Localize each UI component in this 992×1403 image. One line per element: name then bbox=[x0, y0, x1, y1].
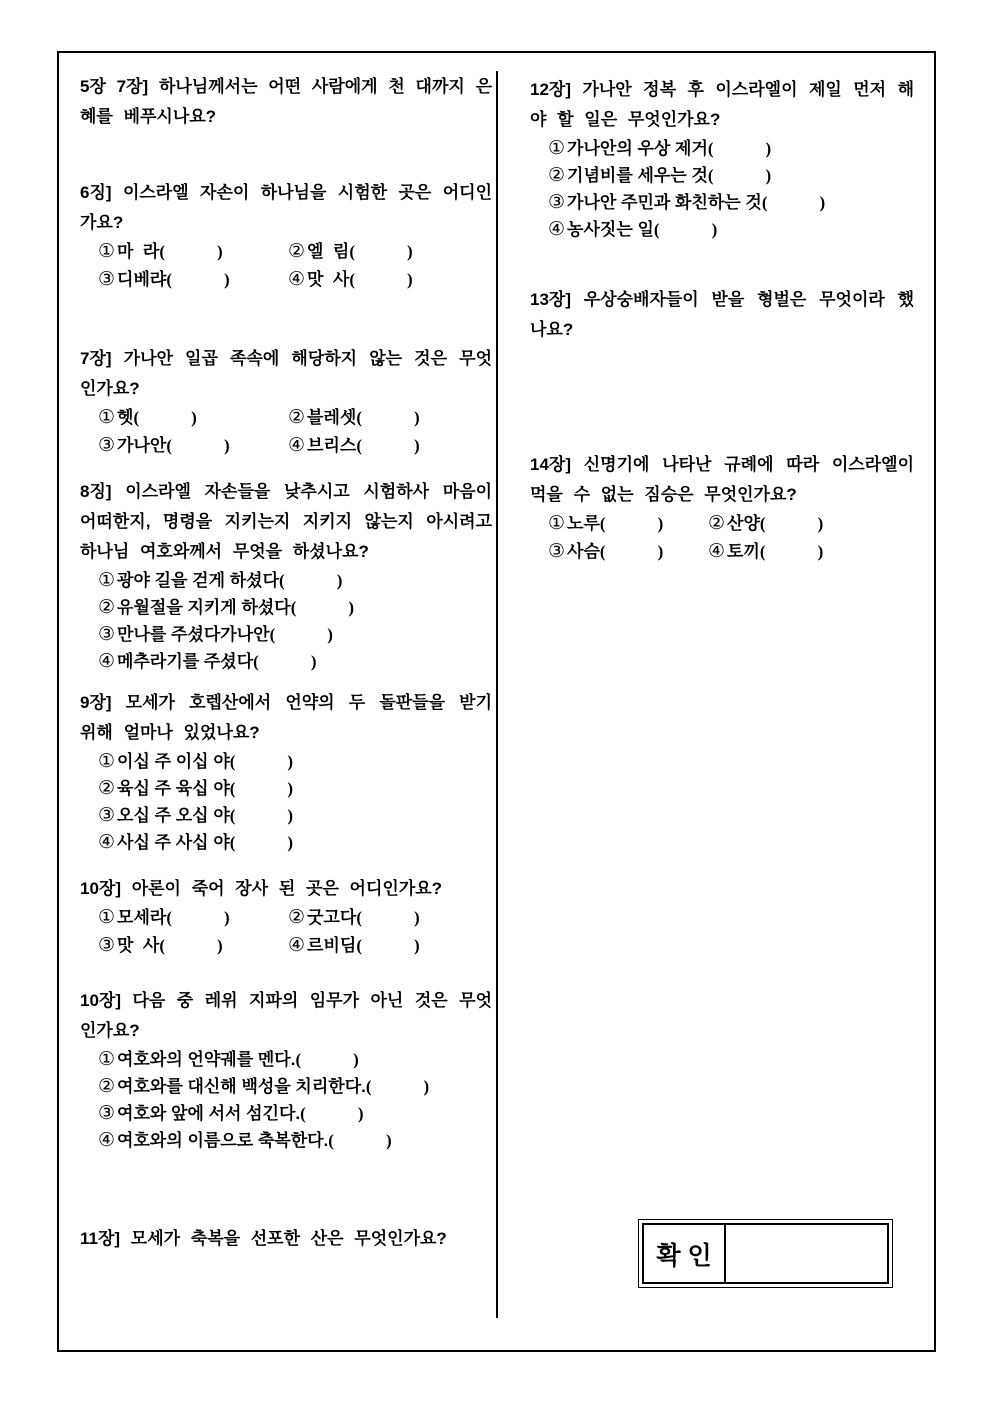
circled-number: ④ bbox=[288, 935, 306, 956]
question-text: 13장] 우상숭배자들이 받을 형벌은 무엇이라 했나요? bbox=[530, 290, 914, 339]
circled-number: ③ bbox=[98, 805, 116, 826]
circled-number: ② bbox=[548, 165, 566, 186]
answer-blank: ( ) bbox=[599, 514, 664, 533]
question-text: 9장] 모세가 호렙산에서 언약의 두 돌판들을 받기 위해 얼마나 있었나요? bbox=[80, 693, 492, 742]
option-row bbox=[98, 904, 492, 932]
answer-options bbox=[548, 135, 914, 243]
answer-option bbox=[98, 621, 492, 648]
option-label: 사십 주 사십 야 bbox=[117, 833, 230, 852]
right-column bbox=[530, 70, 914, 566]
circled-number: ④ bbox=[98, 651, 116, 672]
answer-option bbox=[98, 904, 288, 931]
option-row bbox=[98, 432, 492, 460]
circled-number: ② bbox=[98, 1076, 116, 1097]
question-text: 14장] 신명기에 나타난 규례에 따라 이스라엘이 먹을 수 없는 짐승은 무엇인가요? bbox=[530, 455, 914, 504]
circled-number: ③ bbox=[98, 435, 116, 456]
answer-blank: ( ) bbox=[365, 1077, 430, 1096]
answer-blank: ( ) bbox=[166, 908, 230, 927]
answer-options bbox=[98, 904, 492, 960]
circled-number: ② bbox=[98, 778, 116, 799]
option-label: 모세라 bbox=[117, 908, 167, 927]
question-text: 7장] 가나안 일곱 족속에 해당하지 않는 것은 무엇인가요? bbox=[80, 349, 492, 398]
circled-number: ① bbox=[98, 241, 116, 262]
question-11 bbox=[80, 1224, 492, 1254]
option-label: 마 라 bbox=[117, 242, 160, 261]
question-text: 10장] 아론이 죽어 장사 된 곳은 어디인가요? bbox=[80, 879, 443, 898]
question-7 bbox=[80, 344, 492, 460]
question-13 bbox=[530, 285, 914, 345]
circled-number: ① bbox=[548, 513, 566, 534]
answer-blank: ( ) bbox=[159, 242, 223, 261]
option-label: 헷 bbox=[117, 408, 134, 427]
answer-option bbox=[548, 216, 914, 243]
answer-blank: ( ) bbox=[328, 1131, 392, 1150]
answer-blank: ( ) bbox=[300, 1104, 364, 1123]
answer-option bbox=[708, 542, 823, 561]
question-text: 5장 7장] 하나님께서는 어떤 사람에게 천 대까지 은혜를 베푸시나요? bbox=[80, 77, 492, 126]
confirm-signature-area bbox=[726, 1225, 887, 1282]
circled-number: ④ bbox=[288, 435, 306, 456]
confirm-label: 확 인 bbox=[644, 1225, 726, 1282]
option-label: 가나안 주민과 화친하는 것 bbox=[567, 193, 762, 212]
answer-option bbox=[548, 538, 708, 565]
answer-option bbox=[98, 1046, 492, 1073]
answer-blank: ( ) bbox=[761, 193, 826, 212]
option-label: 여호와를 대신해 백성을 치리한다. bbox=[117, 1077, 366, 1096]
answer-options bbox=[98, 1046, 492, 1154]
option-label: 블레셋 bbox=[307, 408, 357, 427]
question-text: 10장] 다음 중 레위 지파의 임무가 아닌 것은 무엇인가요? bbox=[80, 991, 492, 1040]
question-14 bbox=[530, 450, 914, 566]
option-label: 이십 주 이십 야 bbox=[117, 752, 230, 771]
answer-blank: ( ) bbox=[159, 936, 223, 955]
answer-option bbox=[98, 932, 288, 959]
circled-number: ④ bbox=[98, 832, 116, 853]
answer-options bbox=[98, 567, 492, 675]
option-label: 토끼 bbox=[727, 542, 760, 561]
option-row bbox=[548, 510, 914, 538]
answer-blank: ( ) bbox=[229, 779, 294, 798]
option-label: 가나안의 우상 제거 bbox=[567, 139, 708, 158]
answer-blank: ( ) bbox=[166, 436, 230, 455]
option-label: 메추라기를 주셨다 bbox=[117, 652, 254, 671]
circled-number: ② bbox=[288, 407, 306, 428]
answer-options bbox=[98, 404, 492, 460]
circled-number: ③ bbox=[98, 269, 116, 290]
option-row bbox=[98, 266, 492, 294]
option-label: 유월절을 지키게 하셨다 bbox=[117, 598, 291, 617]
circled-number: ② bbox=[98, 597, 116, 618]
option-row bbox=[98, 932, 492, 960]
question-12 bbox=[530, 75, 914, 243]
answer-blank: ( ) bbox=[349, 242, 413, 261]
answer-blank: ( ) bbox=[295, 1050, 359, 1069]
circled-number: ① bbox=[98, 1049, 116, 1070]
answer-blank: ( ) bbox=[290, 598, 355, 617]
answer-option bbox=[98, 802, 492, 829]
answer-option bbox=[98, 1073, 492, 1100]
answer-option bbox=[98, 648, 492, 675]
option-label: 디베랴 bbox=[117, 270, 167, 289]
option-label: 광야 길을 걷게 하셨다 bbox=[117, 571, 280, 590]
circled-number: ① bbox=[98, 907, 116, 928]
question-8 bbox=[80, 477, 492, 675]
circled-number: ③ bbox=[98, 1103, 116, 1124]
answer-blank: ( ) bbox=[229, 752, 294, 771]
option-row bbox=[98, 404, 492, 432]
column-divider-line bbox=[496, 71, 498, 1318]
option-label: 가나안 bbox=[117, 436, 167, 455]
option-label: 여호와의 이름으로 축복한다. bbox=[117, 1131, 329, 1150]
option-row bbox=[98, 238, 492, 266]
option-label: 오십 주 오십 야 bbox=[117, 806, 230, 825]
circled-number: ③ bbox=[548, 192, 566, 213]
answer-blank: ( ) bbox=[653, 220, 718, 239]
option-label: 맛 사 bbox=[307, 270, 350, 289]
circled-number: ① bbox=[98, 570, 116, 591]
answer-option bbox=[548, 189, 914, 216]
answer-option bbox=[98, 266, 288, 293]
option-label: 맛 사 bbox=[117, 936, 160, 955]
answer-option bbox=[98, 567, 492, 594]
question-10-2 bbox=[80, 986, 492, 1154]
answer-blank: ( ) bbox=[253, 652, 317, 671]
answer-option bbox=[548, 510, 708, 537]
answer-blank: ( ) bbox=[356, 436, 420, 455]
option-label: 산양 bbox=[727, 514, 760, 533]
answer-option bbox=[98, 748, 492, 775]
confirm-box bbox=[638, 1219, 893, 1288]
option-label: 굿고다 bbox=[307, 908, 357, 927]
answer-option bbox=[98, 1100, 492, 1127]
answer-blank: ( ) bbox=[356, 408, 420, 427]
answer-blank: ( ) bbox=[599, 542, 664, 561]
answer-option bbox=[288, 908, 420, 927]
answer-option bbox=[548, 162, 914, 189]
answer-option bbox=[98, 829, 492, 856]
answer-blank: ( ) bbox=[229, 833, 294, 852]
circled-number: ④ bbox=[98, 1130, 116, 1151]
answer-option bbox=[98, 432, 288, 459]
option-label: 만나를 주셨다가나안 bbox=[117, 625, 270, 644]
question-text: 12장] 가나안 정복 후 이스라엘이 제일 먼저 해야 할 일은 무엇인가요? bbox=[530, 80, 914, 129]
question-9 bbox=[80, 688, 492, 856]
option-label: 여호와의 언약궤를 멘다. bbox=[117, 1050, 296, 1069]
answer-option bbox=[548, 135, 914, 162]
left-column bbox=[80, 70, 492, 1254]
confirm-box-inner bbox=[642, 1223, 889, 1284]
answer-option bbox=[98, 594, 492, 621]
answer-option bbox=[708, 514, 823, 533]
answer-option bbox=[98, 775, 492, 802]
option-label: 기념비를 세우는 것 bbox=[567, 166, 708, 185]
option-label: 르비딤 bbox=[307, 936, 357, 955]
circled-number: ① bbox=[98, 751, 116, 772]
answer-option bbox=[98, 238, 288, 265]
question-text: 6징] 이스라엘 자손이 하나님을 시험한 곳은 어디인가요? bbox=[80, 183, 492, 232]
answer-option bbox=[288, 270, 413, 289]
answer-option bbox=[288, 936, 420, 955]
option-label: 브리스 bbox=[307, 436, 357, 455]
answer-option bbox=[288, 408, 420, 427]
option-label: 노루 bbox=[567, 514, 600, 533]
answer-options bbox=[548, 510, 914, 566]
circled-number: ② bbox=[708, 513, 726, 534]
question-text: 11장] 모세가 축복을 선포한 산은 무엇인가요? bbox=[80, 1229, 447, 1248]
circled-number: ① bbox=[548, 138, 566, 159]
circled-number: ③ bbox=[98, 624, 116, 645]
answer-blank: ( ) bbox=[269, 625, 333, 644]
option-row bbox=[548, 538, 914, 566]
circled-number: ② bbox=[288, 907, 306, 928]
option-label: 사슴 bbox=[567, 542, 600, 561]
answer-blank: ( ) bbox=[356, 936, 420, 955]
answer-blank: ( ) bbox=[279, 571, 343, 590]
question-5-7 bbox=[80, 72, 492, 132]
circled-number: ④ bbox=[708, 541, 726, 562]
answer-option bbox=[98, 1127, 492, 1154]
answer-options bbox=[98, 238, 492, 294]
circled-number: ① bbox=[98, 407, 116, 428]
answer-blank: ( ) bbox=[229, 806, 294, 825]
answer-blank: ( ) bbox=[759, 542, 824, 561]
answer-options bbox=[98, 748, 492, 856]
answer-blank: ( ) bbox=[166, 270, 230, 289]
circled-number: ③ bbox=[548, 541, 566, 562]
answer-blank: ( ) bbox=[759, 514, 824, 533]
answer-blank: ( ) bbox=[707, 139, 772, 158]
answer-blank: ( ) bbox=[133, 408, 197, 427]
answer-blank: ( ) bbox=[349, 270, 413, 289]
answer-blank: ( ) bbox=[707, 166, 772, 185]
option-label: 농사짓는 일 bbox=[567, 220, 654, 239]
question-text: 8징] 이스라엘 자손들을 낮추시고 시험하사 마음이 어떠한지, 명령을 지키는지 지키지 않는지 아시려고 하나님 여호와께서 무엇을 하셨나요? bbox=[80, 482, 492, 561]
question-6 bbox=[80, 178, 492, 294]
answer-option bbox=[288, 436, 420, 455]
circled-number: ④ bbox=[548, 219, 566, 240]
answer-option bbox=[98, 404, 288, 431]
circled-number: ④ bbox=[288, 269, 306, 290]
circled-number: ③ bbox=[98, 935, 116, 956]
question-10-1 bbox=[80, 874, 492, 960]
answer-blank: ( ) bbox=[356, 908, 420, 927]
option-label: 엘 림 bbox=[307, 242, 350, 261]
option-label: 육십 주 육십 야 bbox=[117, 779, 230, 798]
answer-option bbox=[288, 242, 413, 261]
circled-number: ② bbox=[288, 241, 306, 262]
option-label: 여호와 앞에 서서 섬긴다. bbox=[117, 1104, 301, 1123]
